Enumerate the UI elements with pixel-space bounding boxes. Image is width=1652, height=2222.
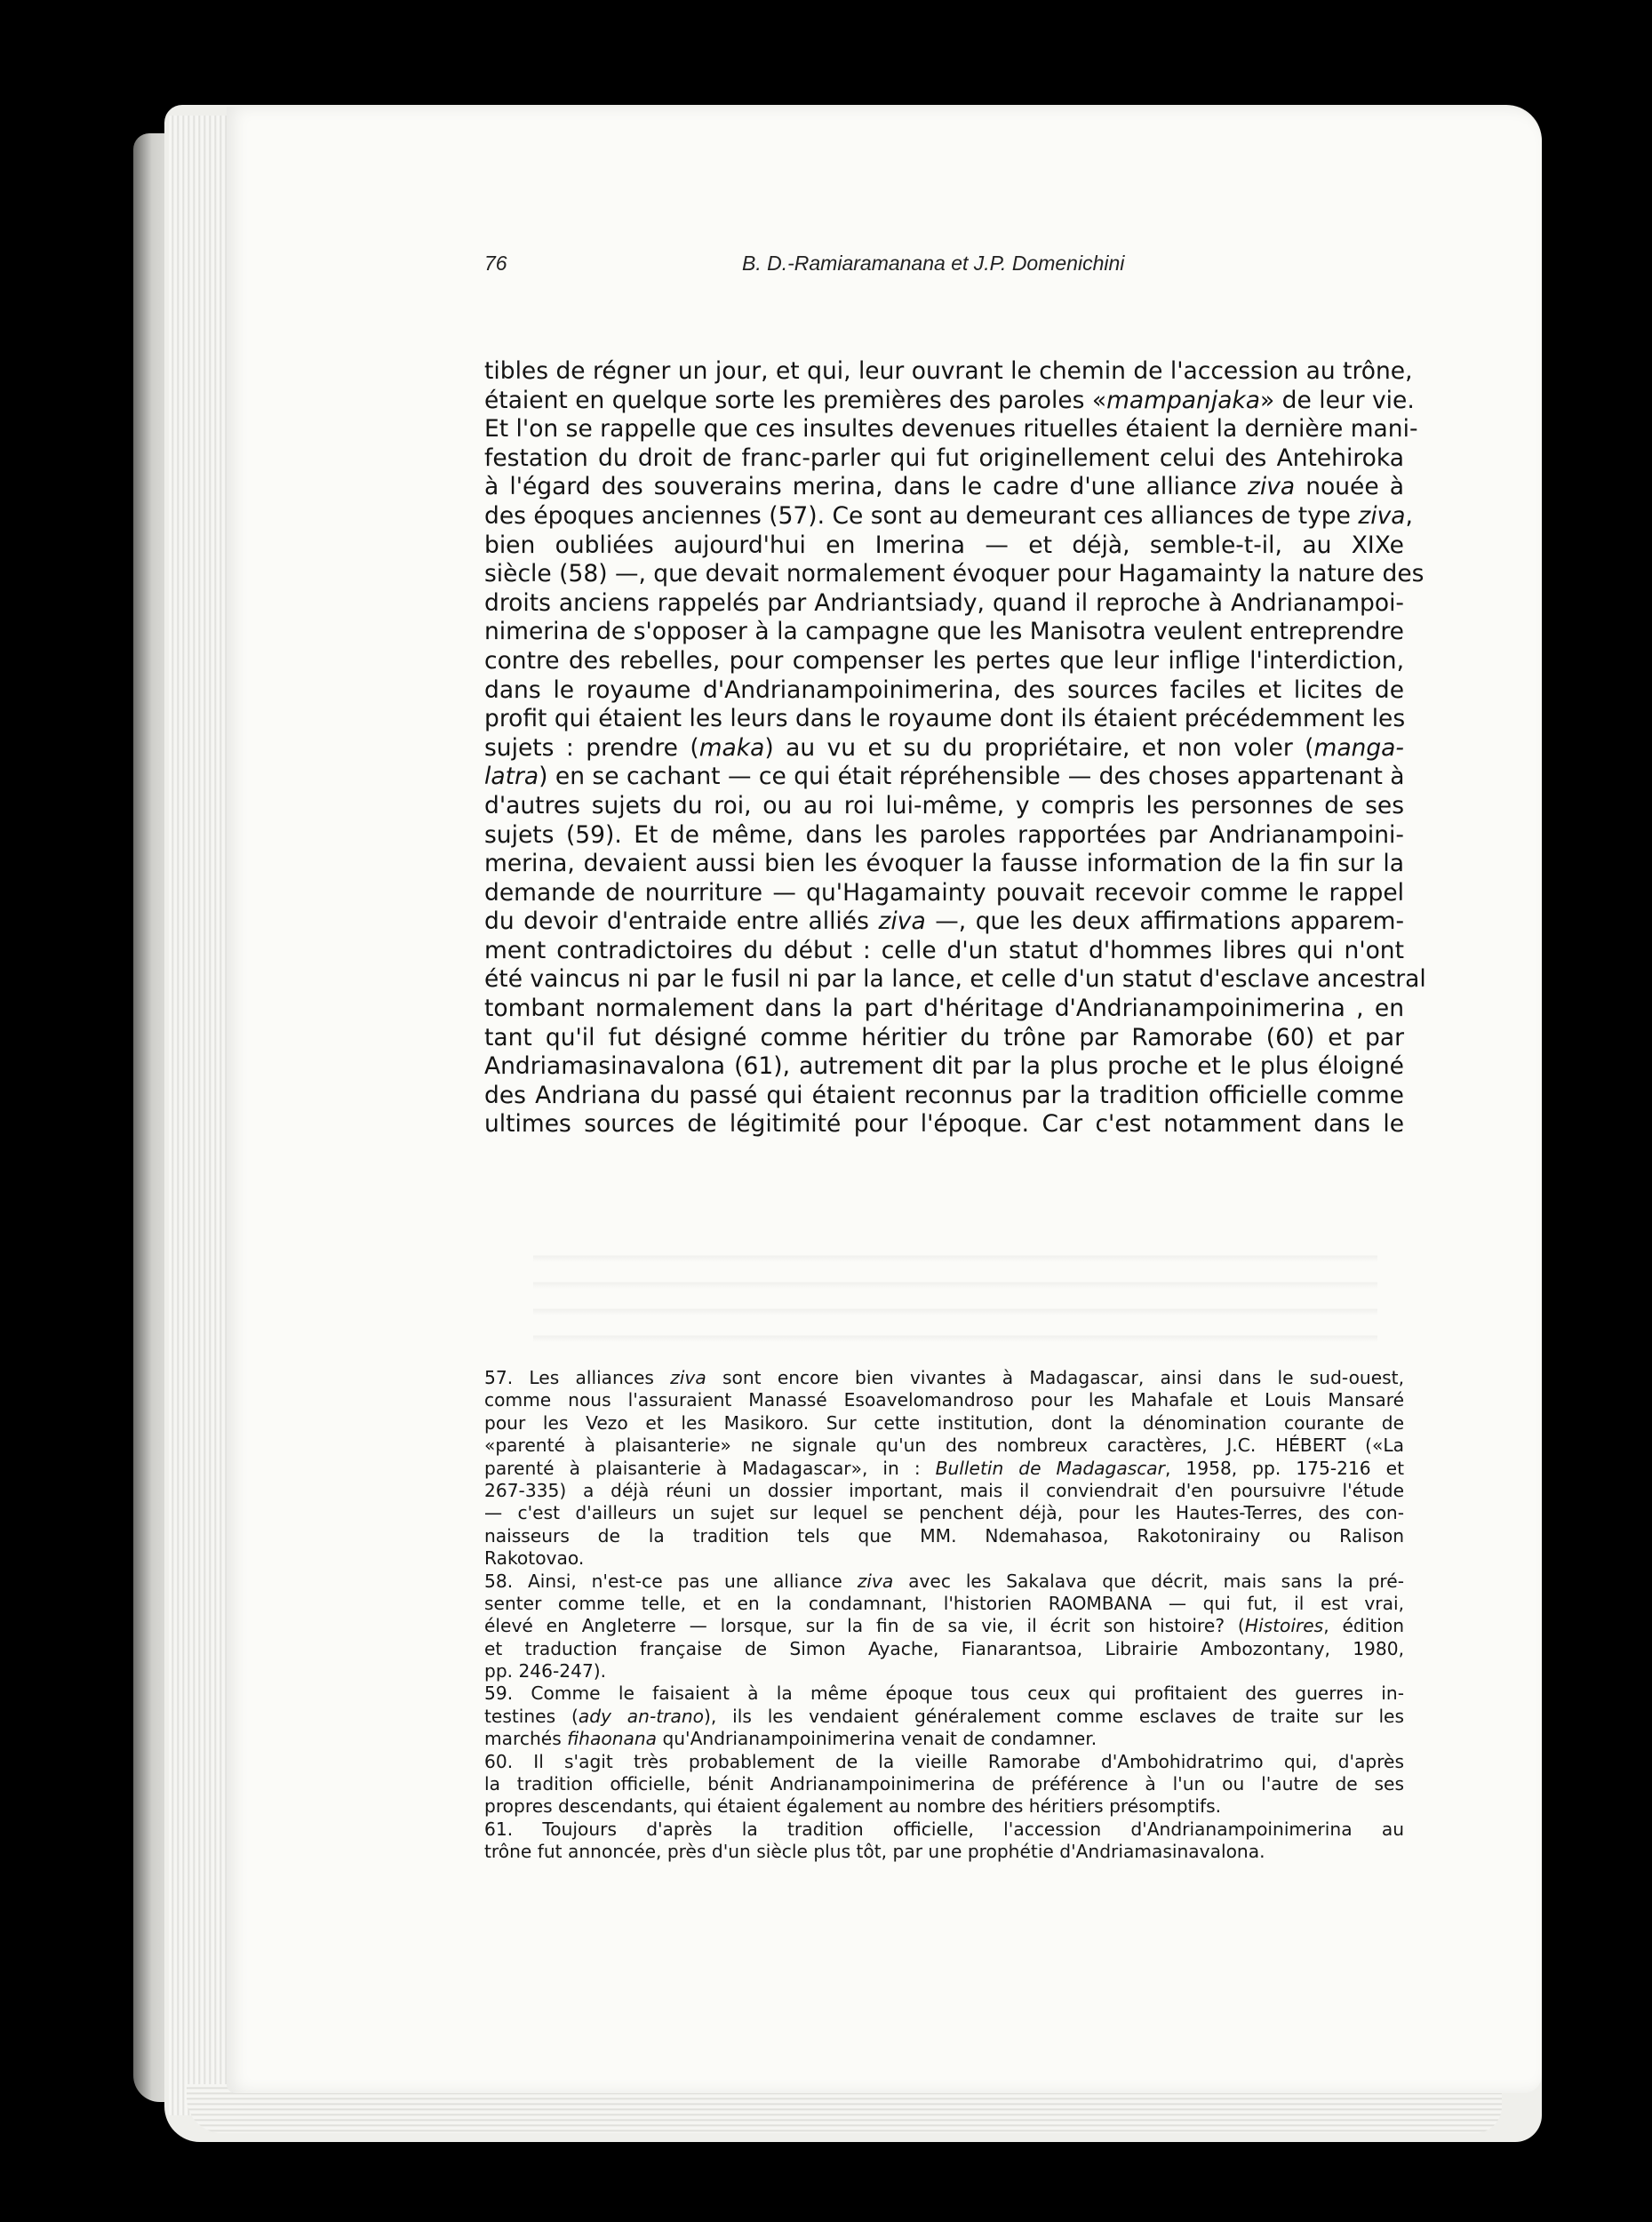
body-text-line: profit qui étaient les leurs dans le royaume dont ils étaient précédemment les <box>484 705 1406 733</box>
footnote-line: pour les Vezo et les Masikoro. Sur cette institution, dont la dénomination courante de <box>484 1411 1404 1434</box>
footnote-line: Rakotovao. <box>484 1547 585 1570</box>
footnotes <box>484 1367 1404 1864</box>
body-text-line: des Andriana du passé qui étaient reconnus par la tradition officielle comme <box>484 1081 1404 1109</box>
footnote-line: 61. Toujours d'après la tradition officielle, l'accession d'Andrianampoinimerina au <box>484 1818 1404 1840</box>
footnote-line: — c'est d'ailleurs un sujet sur lequel se penchent déjà, pour les Hautes-Terres, des con- <box>484 1502 1404 1524</box>
body-text-line: étaient en quelque sorte les premières des paroles «mampanjaka» de leur vie. <box>484 386 1415 414</box>
footnote-line: propres descendants, qui étaient également au nombre des héritiers présomptifs. <box>484 1795 1222 1818</box>
page-header <box>484 252 1373 284</box>
body-text-line: des époques anciennes (57). Ce sont au demeurant ces alliances de type ziva <box>484 501 1406 530</box>
body-text-line: sujets (59). Et de même, dans les paroles rapportées par Andrianampoini- <box>484 820 1404 849</box>
footnote-line: naisseurs de la tradition tels que MM. Ndemahasoa, Rakotonirainy ou Ralison <box>484 1524 1404 1547</box>
show-through-text <box>533 1235 1377 1360</box>
footnote-line: la tradition officielle, bénit Andrianampoinimerina de préférence à l'un ou l'autre de ses <box>484 1773 1404 1795</box>
body-text-line: d'autres sujets du roi, ou au roi lui-même, y compris les personnes de ses <box>484 791 1404 819</box>
body-text-line: latra) en se cachant — ce qui était répréhensible — des choses appartenant à <box>484 763 1405 791</box>
footnote-line: senter comme telle, et en la condamnant, l'historien RAOMBANA — qui fut, il est vrai, <box>484 1592 1404 1614</box>
footnote-line: pp. 246-247). <box>484 1660 607 1682</box>
footnote-line: et traduction française de Simon Ayache, Fianarantsoa, Librairie Ambozontany, 1980, <box>484 1637 1404 1659</box>
body-text-line: demande de nourriture — qu'Hagamainty pouvait recevoir comme le rappel <box>484 878 1404 907</box>
footnote-line: 267-335) a déjà réuni un dossier important, mais il conviendrait d'en poursuivre l'étude <box>484 1479 1404 1501</box>
footnote-line: 58. Ainsi, n'est-ce pas une alliance ziva avec les Sakalava que décrit, mais sans la pré- <box>484 1570 1404 1592</box>
body-text-line: tant qu'il fut désigné comme héritier du trône par Ramorabe (60) et par <box>484 1023 1404 1051</box>
footnote-line: trône fut annoncée, près d'un siècle plus tôt, par une prophétie d'Andriamasinavalona. <box>484 1841 1265 1863</box>
body-text-line: Andriamasinavalona (61), autrement dit par la plus proche et le plus éloigné <box>484 1052 1404 1081</box>
body-text-line: dans le royaume d'Andrianampoinimerina, des sources faciles et licites de <box>484 675 1404 704</box>
body-text-line: ultimes sources de légitimité pour l'époque. Car c'est notamment dans le <box>484 1110 1404 1139</box>
body-text <box>484 357 1426 1139</box>
body-text-line: festation du droit de franc-parler qui fut originellement celui des Antehiroka <box>484 444 1404 472</box>
footnote-line: «parenté à plaisanterie» ne signale qu'un des nombreux caractères, J.C. HÉBERT («La <box>484 1435 1404 1457</box>
body-text-line: du devoir d'entraide entre alliés ziva —, que les deux affirmations apparem- <box>484 907 1405 936</box>
body-text-line: ment contradictoires du début : celle d'un statut d'hommes libres qui n'ont <box>484 936 1404 964</box>
page-number: 76 <box>484 252 507 275</box>
body-text-line: été vaincus ni par le fusil ni par la lance, et celle d'un statut d'esclave ancestral <box>484 965 1426 994</box>
footnote-line: comme nous l'assuraient Manassé Esoavelomandroso pour les Mahafale et Louis Mansaré <box>484 1389 1404 1411</box>
body-text-line: tibles de régner un jour, et qui, leur ouvrant le chemin de l'accession au trône, <box>484 357 1413 385</box>
body-text-line: merina, devaient aussi bien les évoquer la fausse information de la fin sur la <box>484 850 1404 878</box>
body-text-line: nimerina de s'opposer à la campagne que les Manisotra veulent entreprendre <box>484 618 1404 646</box>
footnote-line: parenté à plaisanterie à Madagascar», in : Bulletin de Madagascar, 1958, pp. 175-216 et <box>484 1457 1405 1479</box>
footnote-line: 60. Il s'agit très probablement de la vieille Ramorabe d'Ambohidratrimo qui, d'après <box>484 1750 1404 1772</box>
footnote-line: 59. Comme le faisaient à la même époque tous ceux qui profitaient des guerres in- <box>484 1682 1404 1705</box>
footnote-line: 57. Les alliances ziva sont encore bien vivantes à Madagascar, ainsi dans le sud-ouest, <box>484 1367 1404 1388</box>
running-head: B. D.-Ramiaramanana et J.P. Domenichini <box>742 252 1125 275</box>
body-text-line: à l'égard des souverains merina, dans le cadre d'une alliance ziva nouée à <box>484 473 1405 501</box>
body-text-line: siècle (58) —, que devait normalement évoquer pour Hagamainty la nature des <box>484 560 1425 588</box>
body-text-line: bien oubliées aujourd'hui en Imerina — et déjà, semble-t-il, au XIXe <box>484 531 1404 559</box>
footnote-line: testines (ady an-trano), ils les vendaient généralement comme esclaves de traite sur les <box>484 1705 1404 1727</box>
body-text-line: Et l'on se rappelle que ces insultes devenues rituelles étaient la dernière mani- <box>484 415 1418 444</box>
footnote-line: élevé en Angleterre — lorsque, sur la fin de sa vie, il écrit son histoire? (Histoires, édition <box>484 1615 1404 1637</box>
body-text-line: droits anciens rappelés par Andriantsiady, quand il reproche à Andrianampoi- <box>484 588 1404 617</box>
body-text-line: contre des rebelles, pour compenser les pertes que leur inflige l'interdiction, <box>484 646 1404 675</box>
body-text-line: tombant normalement dans la part d'héritage d'Andrianampoinimerina , en <box>484 995 1404 1023</box>
body-text-line: sujets : prendre (maka) au vu et su du propriétaire, et non voler (manga- <box>484 733 1404 762</box>
footnote-line: marchés fihaonana qu'Andrianampoinimerina venait de condamner. <box>484 1728 1097 1750</box>
